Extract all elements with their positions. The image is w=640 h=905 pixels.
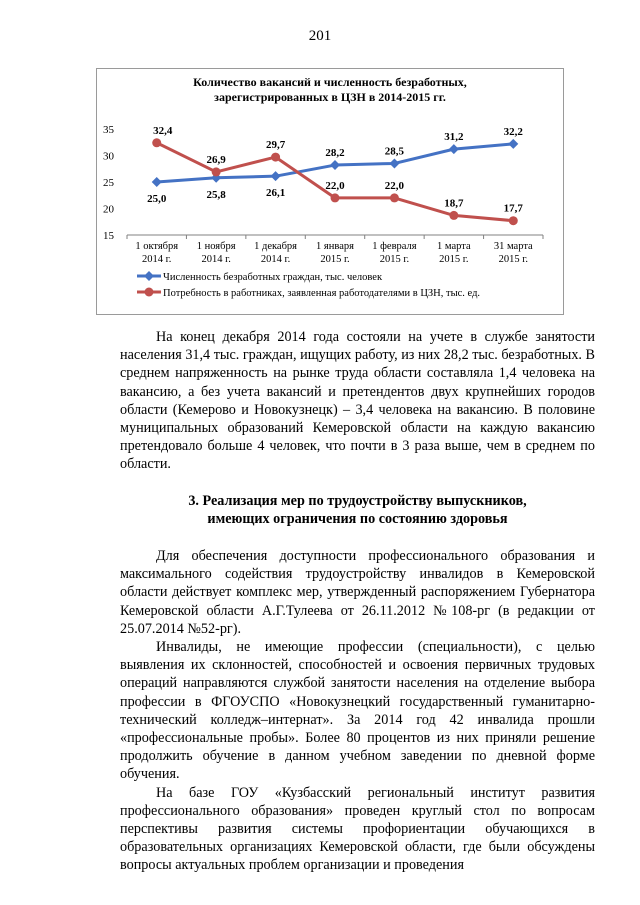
x-tick-label: 1 октября — [135, 241, 179, 252]
line-chart — [97, 69, 563, 314]
x-tick-label: 2015 г. — [320, 254, 350, 265]
series-2-data-label: 26,9 — [206, 153, 226, 166]
x-tick-label: 2015 г. — [379, 254, 410, 265]
series-1-data-label: 25,8 — [206, 188, 226, 201]
legend-marker-1 — [144, 271, 154, 281]
series-2-point — [449, 211, 458, 220]
x-tick-label: 2014 г. — [201, 254, 231, 265]
series-1-point — [152, 177, 162, 187]
series-2-point — [152, 138, 161, 147]
series-1-data-label: 31,2 — [444, 131, 464, 144]
series-2-data-label: 32,4 — [153, 124, 173, 137]
x-tick-label: 1 января — [316, 241, 354, 252]
series-1-data-label: 28,2 — [325, 147, 345, 160]
series-1-point — [449, 144, 459, 154]
heading-line-2: имеющих ограничения по состоянию здоровья — [207, 511, 508, 528]
series-2-data-label: 29,7 — [265, 139, 286, 152]
series-2-point — [271, 153, 280, 162]
x-tick-label: 1 марта — [437, 241, 471, 252]
paragraph-unemployment: На конец декабря 2014 года состояли на учете в службе занятости населения 31,4 тыс. граждан, ищущих работу, из них 28,2 тыс. безработных. В среднем напряженность на рынке труда области составляла 1,4 человека на вакансию, а без учета вакансий и претендентов двух крупнейших городов области (Кемерово и Новокузнецк) – 3,4 человека на вакансию. В половине муниципальных образований Кемеровской области на каждую вакансию претендовало больше 4 человек, что почти в 3 раза выше, чем в среднем по области. — [120, 329, 595, 473]
x-tick-label: 1 декабря — [254, 241, 298, 252]
section-heading — [120, 492, 595, 528]
series-1-data-label: 28,5 — [384, 145, 405, 158]
series-1-point — [271, 171, 281, 181]
heading-line-1: 3. Реализация мер по трудоустройству выпускников, — [188, 493, 527, 509]
legend-marker-2 — [145, 288, 154, 297]
x-tick-label: 2015 г. — [498, 254, 528, 265]
series-1-data-label: 32,2 — [503, 125, 523, 138]
paragraph-round-table: На базе ГОУ «Кузбасский региональный институт развития профессионального образования» проведен круглый стол по вопросам перспективы развития системы профориентации обучающихся в образовательных организациях Кемеровской области, где были обсуждены вопросы актуальных проблем организации и проведения — [120, 784, 595, 874]
x-tick-label: 1 ноября — [196, 241, 236, 252]
body-text-top — [120, 328, 595, 474]
x-tick-label: 2014 г. — [260, 254, 291, 265]
paragraph-disabled-persons: Инвалиды, не имеющие профессии (специальности), с целью выявления их склонностей, способностей и освоения первичных трудовых операций направляются службой занятости населения на отделение выбора профессии в ФГОУСПО «Новокузнецкий государственный гуманитарно-технический колледж–интернат». За 2014 год 42 инвалида прошли «профессиональные пробы». Более 80 процентов из них приняли решение продолжить обучение в данном учебном заведении по дневной форме обучения. — [120, 639, 595, 783]
series-1-point — [330, 160, 340, 170]
page-number: 201 — [308, 28, 332, 44]
x-tick-label: 2014 г. — [142, 254, 172, 265]
paragraph-measures: Для обеспечения доступности профессионального образования и максимального содействия трудоустройству инвалидов в Кемеровской области действует комплекс мер, утвержденный распоряжением Губернатора Кемеровской области А.Г.Тулеева от 26.11.2012 №108-рг (в редакции от 25.07.2014 №52-рг). — [120, 548, 595, 637]
x-tick-label: 31 марта — [493, 241, 533, 252]
series-1-data-label: 25,0 — [147, 193, 167, 205]
chart-container — [96, 68, 564, 315]
series-2-point — [390, 193, 399, 202]
x-tick-label: 2015 г. — [439, 254, 469, 265]
body-text-bottom — [120, 547, 595, 875]
y-tick-label: 25 — [103, 177, 114, 189]
series-2-data-label: 18,7 — [444, 197, 464, 210]
legend-label-2: Потребность в работниках, заявленная работодателями в ЦЗН, тыс. ед. — [163, 288, 481, 299]
series-1-data-label: 26,1 — [265, 187, 286, 200]
y-tick-label: 20 — [103, 203, 114, 216]
series-2-point — [509, 216, 518, 225]
y-tick-label: 30 — [103, 150, 114, 163]
series-2-data-label: 22,0 — [325, 179, 345, 192]
series-1-point — [508, 139, 518, 149]
series-2-data-label: 17,7 — [503, 202, 523, 215]
x-tick-label: 1 февраля — [372, 241, 417, 252]
series-2-point — [331, 193, 340, 202]
series-2-data-label: 22,0 — [384, 179, 405, 192]
y-tick-label: 15 — [103, 230, 114, 242]
series-2-point — [212, 167, 221, 176]
y-tick-label: 35 — [103, 124, 114, 136]
chart-title-line-2: зарегистрированных в ЦЗН в 2014-2015 гг. — [214, 90, 446, 104]
series-1-point — [389, 158, 399, 168]
chart-title-line-1: Количество вакансий и численность безработных, — [193, 75, 467, 89]
legend-label-1: Численность безработных граждан, тыс. человек — [163, 272, 383, 283]
